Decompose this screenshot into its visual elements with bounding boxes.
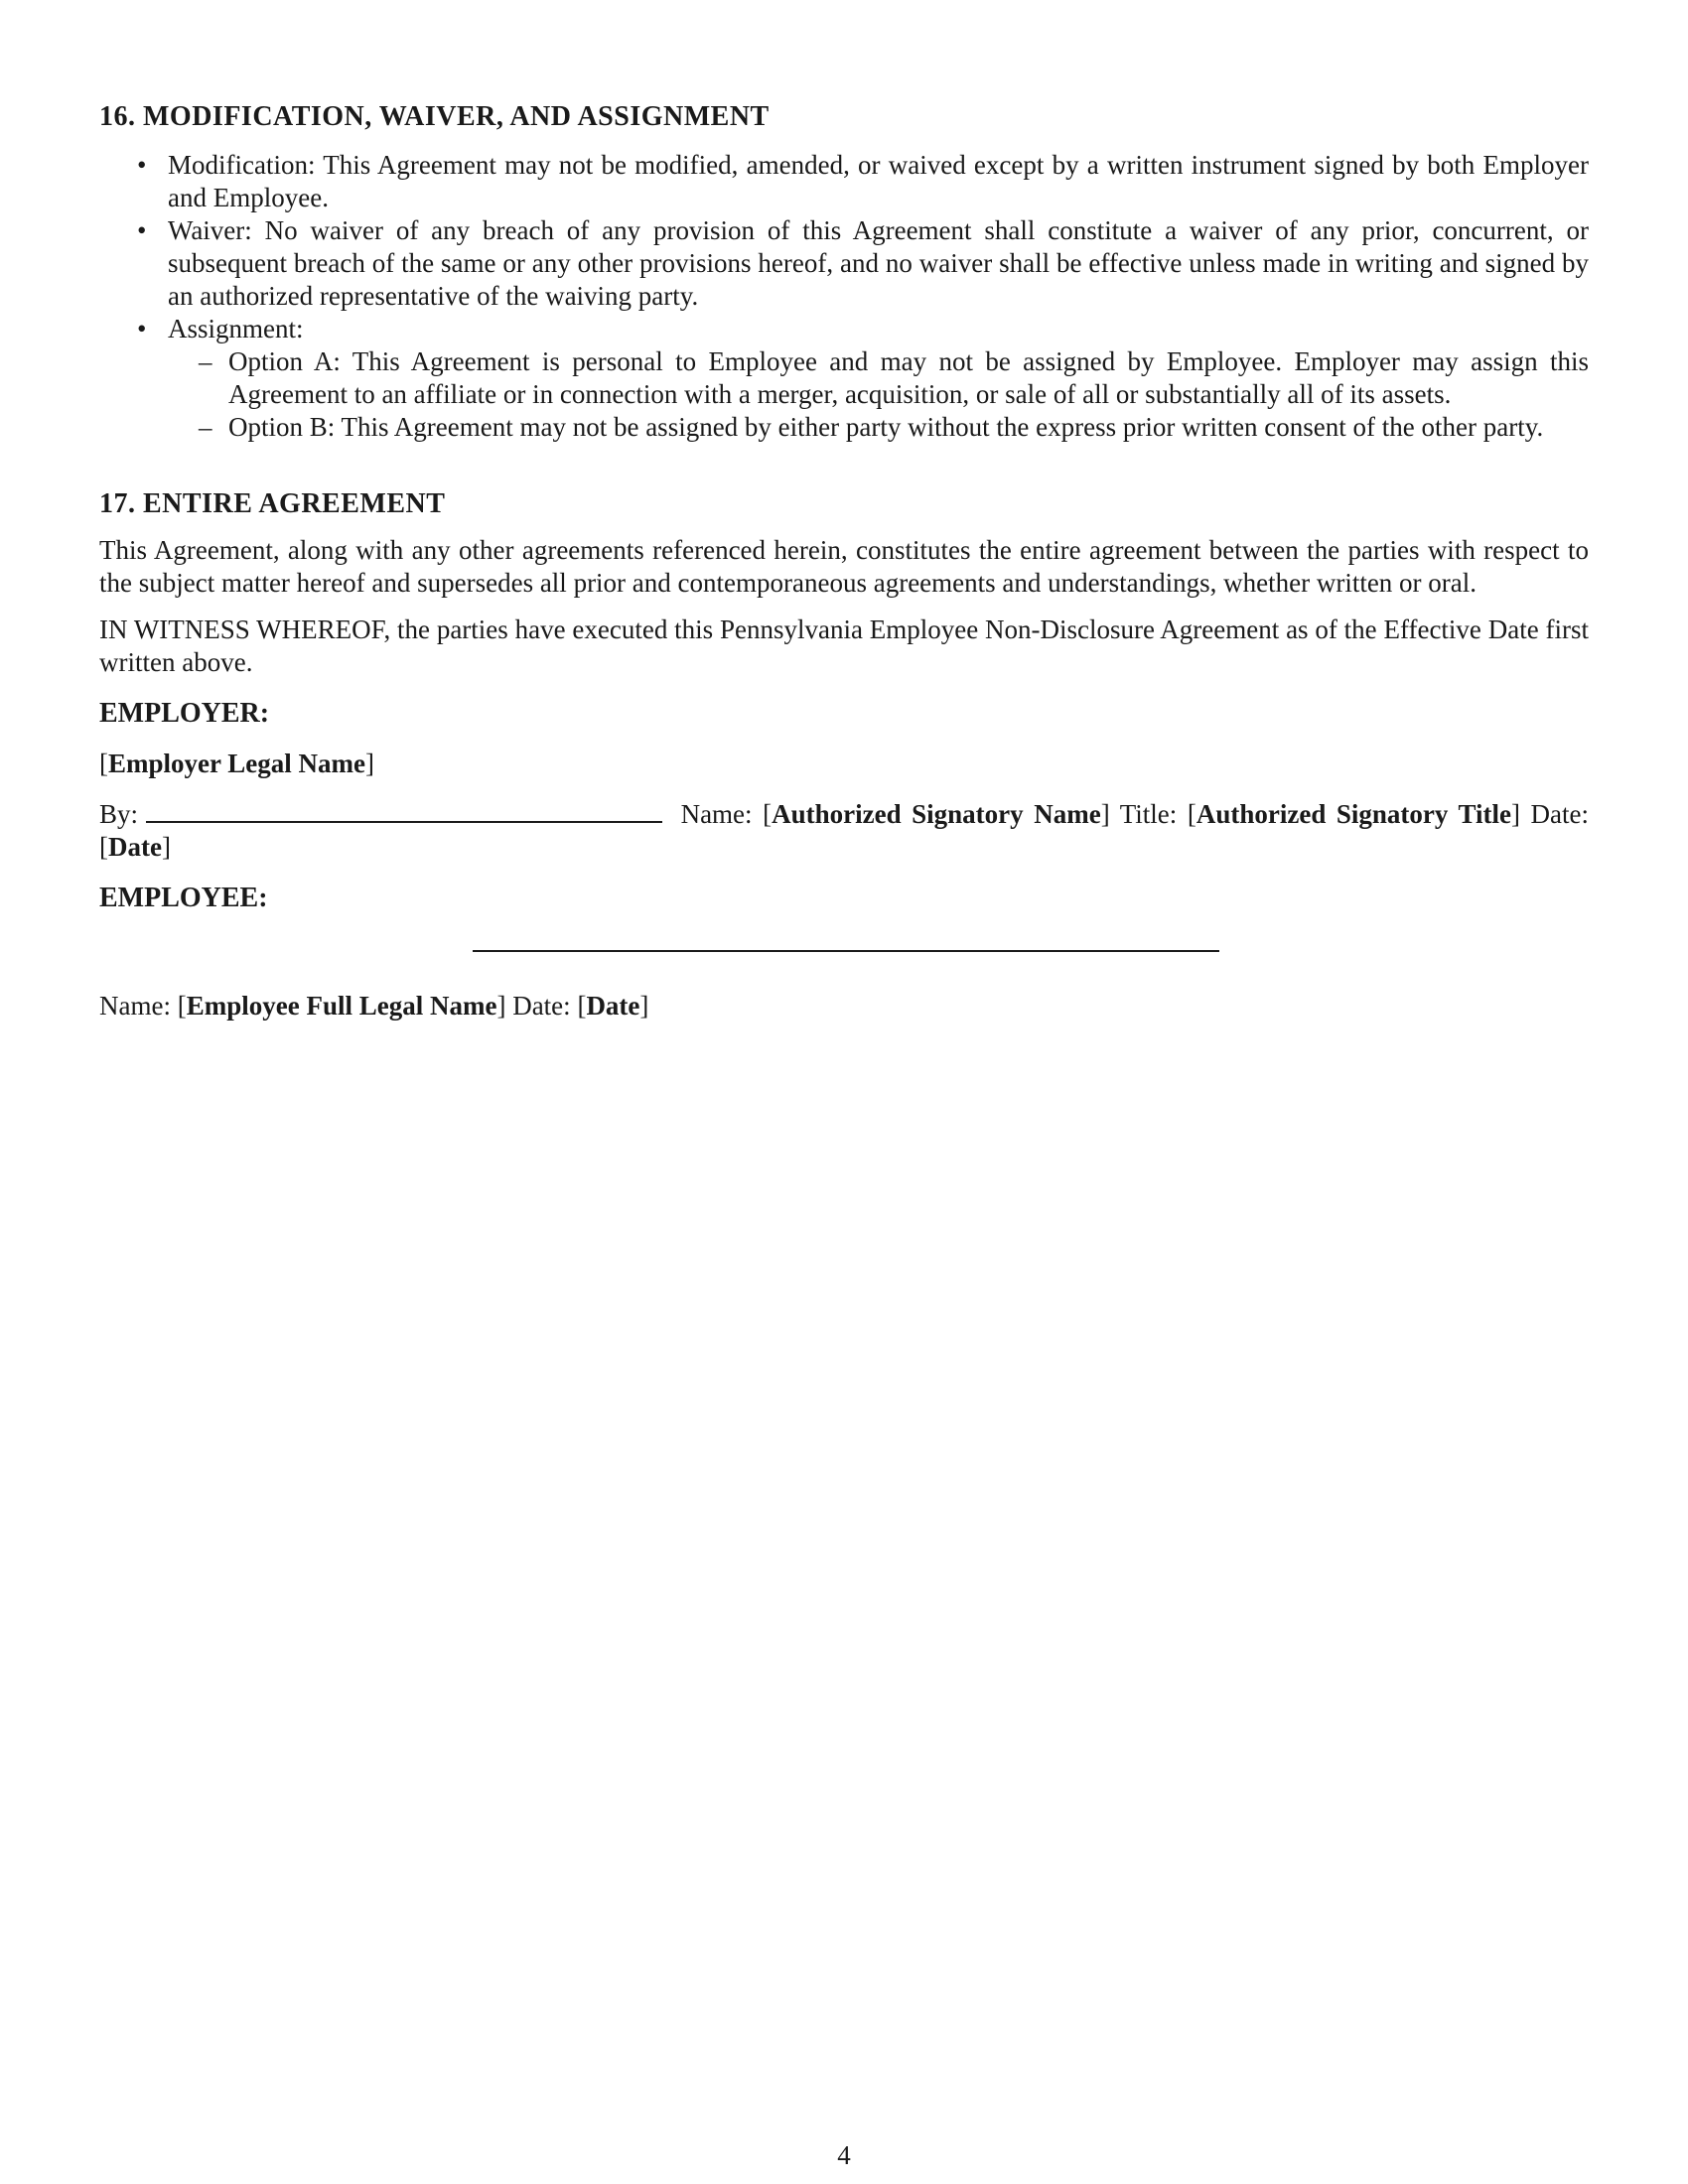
employee-name-placeholder: Employee Full Legal Name xyxy=(186,991,497,1021)
option-b-item: – Option B: This Agreement may not be assigned by either party without the express prior written consent of the other party. xyxy=(168,411,1589,444)
assignment-label: Assignment: xyxy=(168,314,304,343)
employer-name-label: Name: xyxy=(680,799,753,829)
option-a-item: – Option A: This Agreement is personal to Employee and may not be assigned by Employee. Employer may assign this Agreement to an affiliate or in connection with a merger, acquisition, or sale of all or substantially all of its assets. xyxy=(168,345,1589,411)
employee-label: EMPLOYEE: xyxy=(99,883,268,913)
witness-paragraph: IN WITNESS WHEREOF, the parties have executed this Pennsylvania Employee Non-Disclosure Agreement as of the Effective Date first written above. xyxy=(99,614,1589,677)
page-number: 4 xyxy=(837,2140,851,2170)
section-16-list xyxy=(99,149,1589,444)
waiver-item: • Waiver: No waiver of any breach of any provision of this Agreement shall constitute a waiver of any prior, concurrent, or subsequent breach of the same or any other provisions hereof, and no waiver shall be effective unless made in writing and signed by an authorized representative of the waiving party. xyxy=(99,214,1589,313)
employer-signature-line: By: Name: [Authorized Signatory Name] Title: [Authorized Signatory Title] Date: [Date] xyxy=(99,799,1589,862)
section-16-heading: 16. MODIFICATION, WAIVER, AND ASSIGNMENT xyxy=(99,101,770,132)
employer-label: EMPLOYER: xyxy=(99,698,270,729)
employee-name-label: Name: xyxy=(99,991,171,1021)
employee-date-label: Date: xyxy=(512,991,571,1021)
employer-date-label: Date: xyxy=(1530,799,1589,829)
document-page xyxy=(99,99,1589,1023)
by-label: By: xyxy=(99,799,139,829)
employee-date-placeholder: Date xyxy=(586,991,640,1021)
employer-signature-rule[interactable] xyxy=(146,820,662,823)
employer-legal-name-placeholder: Employer Legal Name xyxy=(108,749,365,778)
employee-name-line: Name: [Employee Full Legal Name] Date: [Date] xyxy=(99,991,649,1021)
entire-agreement-paragraph: This Agreement, along with any other agreements referenced herein, constitutes the entire agreement between the parties with respect to the subject matter hereof and supersedes all prior and contemporaneous agreements and understandings, whether written or oral. xyxy=(99,535,1589,598)
modification-item: • Modification: This Agreement may not be modified, amended, or waived except by a written instrument signed by both Employer and Employee. xyxy=(99,149,1589,214)
signatory-title-placeholder: Authorized Signatory Title xyxy=(1196,799,1511,829)
assignment-item xyxy=(99,313,1589,444)
employer-date-placeholder: Date xyxy=(108,832,162,862)
employee-signature-rule[interactable] xyxy=(473,950,1219,952)
employer-title-label: Title: xyxy=(1119,799,1178,829)
section-17-heading: 17. ENTIRE AGREEMENT xyxy=(99,488,446,519)
employer-legal-name: [Employer Legal Name] xyxy=(99,749,374,778)
signatory-name-placeholder: Authorized Signatory Name xyxy=(772,799,1101,829)
assignment-options xyxy=(168,345,1589,444)
